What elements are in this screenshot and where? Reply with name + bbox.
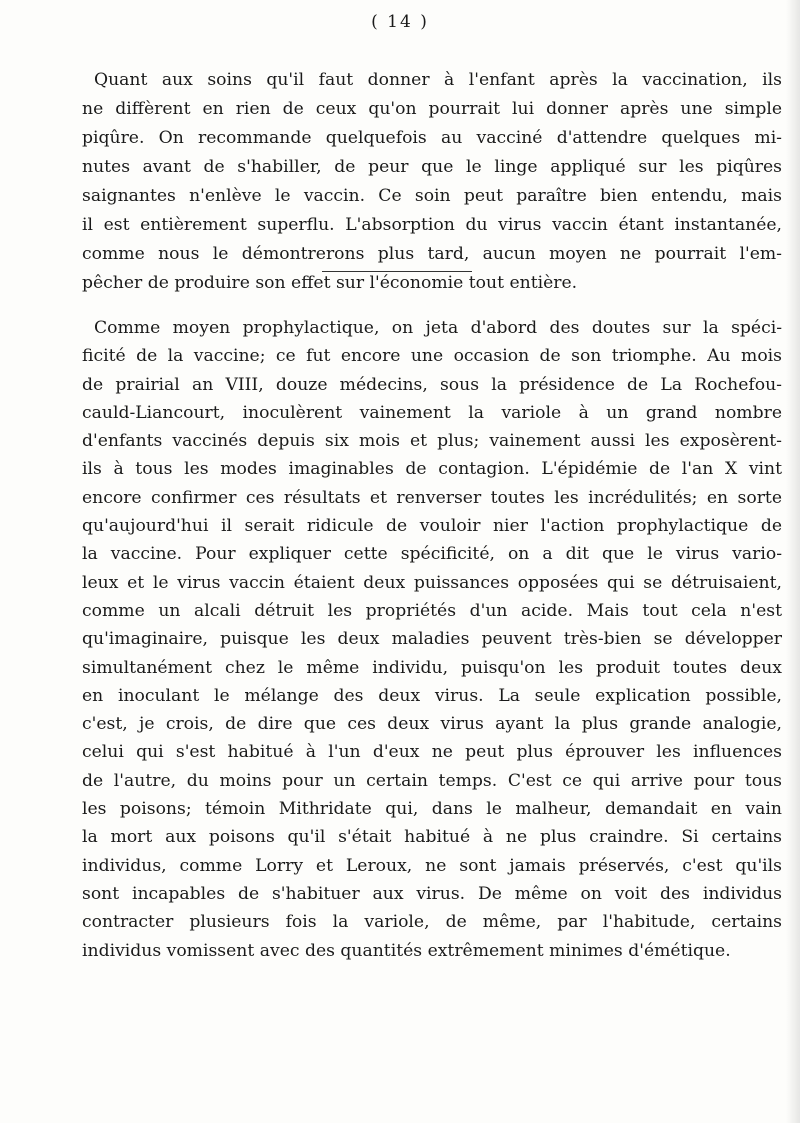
text-line: cauld-Liancourt, inoculèrent vainement la variole à un grand nombre xyxy=(82,402,782,423)
text-line: la vaccine. Pour expliquer cette spécificité, on a dit que le virus vario- xyxy=(82,544,782,565)
text-line: d'enfants vaccinés depuis six mois et plus; vainement aussi les exposèrent- xyxy=(82,431,782,452)
text-line: contracter plusieurs fois la variole, de même, par l'habitude, certains xyxy=(82,912,782,933)
text-line: individus, comme Lorry et Leroux, ne sont jamais préservés, c'est qu'ils xyxy=(82,855,782,876)
text-line: en inoculant le mélange des deux virus. La seule explication possible, xyxy=(82,685,782,706)
text-line: sont incapables de s'habituer aux virus. De même on voit des individus xyxy=(82,883,782,904)
page-edge-shadow xyxy=(786,0,800,1123)
text-line: la mort aux poisons qu'il s'était habitué à ne plus craindre. Si certains xyxy=(82,827,782,848)
paragraph-vaccination-care xyxy=(82,66,782,298)
text-line: saignantes n'enlève le vaccin. Ce soin peut paraître bien entendu, mais xyxy=(82,186,782,206)
text-line: pêcher de produire son effet sur l'économie tout entière. xyxy=(82,273,578,293)
text-line: celui qui s'est habitué à l'un d'eux ne peut plus éprouver les influences xyxy=(82,742,782,763)
text-line: ils à tous les modes imaginables de contagion. L'épidémie de l'an X vint xyxy=(82,459,782,480)
text-line: qu'imaginaire, puisque les deux maladies peuvent très-bien se développer xyxy=(82,629,782,650)
text-line: il est entièrement superflu. L'absorption du virus vaccin étant instantanée, xyxy=(82,215,782,235)
text-line: individus vomissent avec des quantités extrêmement minimes d'émétique. xyxy=(82,940,731,961)
text-line: nutes avant de s'habiller, de peur que le linge appliqué sur les piqûres xyxy=(82,157,782,177)
text-line: qu'aujourd'hui il serait ridicule de vouloir nier l'action prophylactique de xyxy=(82,516,782,537)
text-line: ficité de la vaccine; ce fut encore une occasion de son triomphe. Au mois xyxy=(82,346,782,367)
text-line: Quant aux soins qu'il faut donner à l'enfant après la vaccination, ils xyxy=(94,70,782,90)
text-line: c'est, je crois, de dire que ces deux virus ayant la plus grande analogie, xyxy=(82,714,782,735)
text-line: simultanément chez le même individu, puisqu'on les produit toutes deux xyxy=(82,657,782,678)
text-line: les poisons; témoin Mithridate qui, dans le malheur, demandait en vain xyxy=(82,799,782,820)
paragraph-prophylactic xyxy=(82,314,782,965)
text-line: de l'autre, du moins pour un certain temps. C'est ce qui arrive pour tous xyxy=(82,770,782,791)
text-line: piqûre. On recommande quelquefois au vacciné d'attendre quelques mi- xyxy=(82,128,782,148)
text-line: encore confirmer ces résultats et renverser toutes les incrédulités; en sorte xyxy=(82,487,782,508)
text-line: comme nous le démontrerons plus tard, aucun moyen ne pourrait l'em- xyxy=(82,244,782,264)
text-line: comme un alcali détruit les propriétés d'un acide. Mais tout cela n'est xyxy=(82,600,782,621)
text-line: leux et le virus vaccin étaient deux puissances opposées qui se détruisaient, xyxy=(82,572,782,593)
page-number: ( 14 ) xyxy=(371,12,429,32)
section-divider xyxy=(322,271,472,272)
text-line: de prairial an VIII, douze médecins, sous la présidence de La Rochefou- xyxy=(82,374,782,395)
text-line: ne diffèrent en rien de ceux qu'on pourrait lui donner après une simple xyxy=(82,99,782,119)
text-line: Comme moyen prophylactique, on jeta d'abord des doutes sur la spéci- xyxy=(94,318,782,338)
